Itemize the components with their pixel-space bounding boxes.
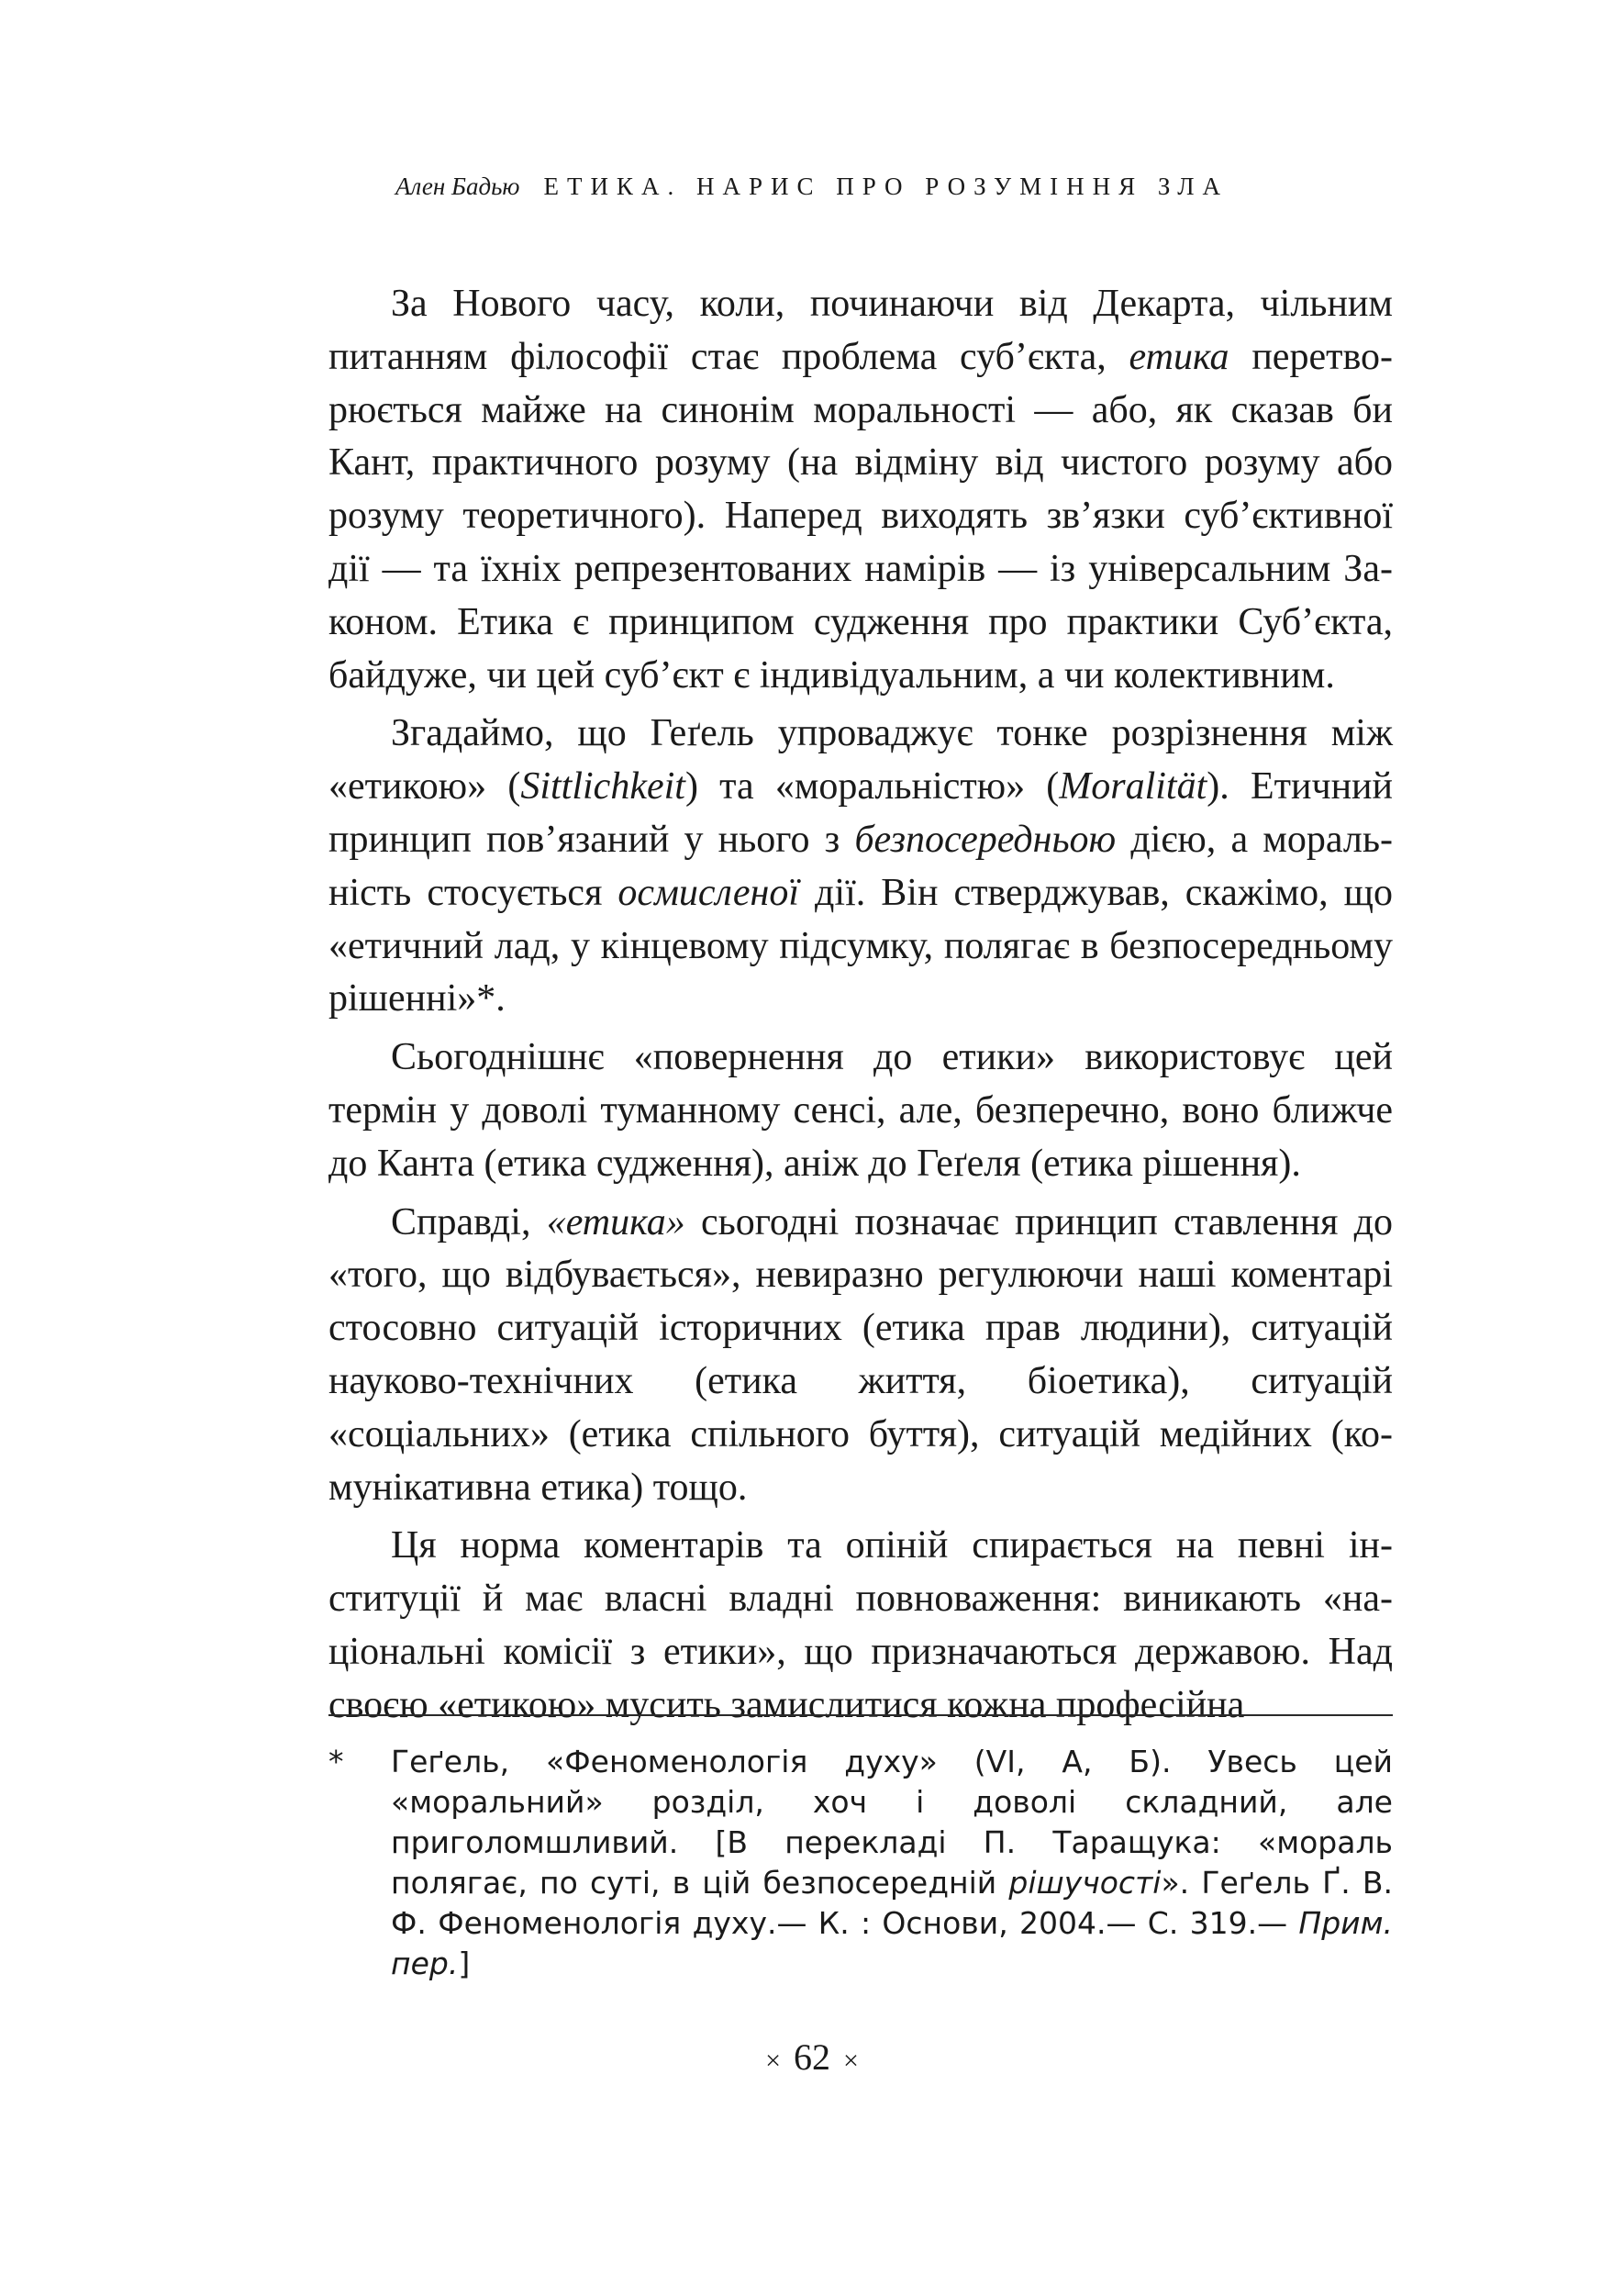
running-head-title: ЕТИКА. НАРИС ПРО РОЗУМІННЯ ЗЛА bbox=[543, 173, 1229, 200]
text-run: ). Етичний принцип пов’язаний у нього з bbox=[328, 765, 1394, 861]
footnote-text bbox=[391, 1742, 1393, 1984]
text-run: ] bbox=[458, 1946, 471, 1981]
italic-term: осмисленої bbox=[617, 871, 800, 914]
text-run: Геґель, «Феноменологія духу» (VI, А, Б). Увесь цей «моральний» розділ, хоч і доволі складний, але приголомшливий. [В перекладі П. Таращука: «мораль полягає, по суті, в цій безпосередній bbox=[391, 1744, 1393, 1901]
text-run: ». Геґель Ґ. В. Ф. Феноменологія духу.— К. : Основи, 2004.— С. 319.— bbox=[391, 1865, 1393, 1941]
running-head bbox=[0, 173, 1624, 201]
italic-term: Moralität bbox=[1059, 765, 1207, 809]
paragraph-4 bbox=[328, 1197, 1393, 1515]
text-run: ) та «моральністю» ( bbox=[684, 765, 1060, 809]
italic-term: Прим. пер. bbox=[391, 1905, 1393, 1981]
italic-term: рішучості bbox=[1008, 1865, 1162, 1901]
italic-term: Sittlichkeit bbox=[520, 765, 685, 809]
text-run: За Нового часу, коли, починаючи від Декарта, чільним питанням філософії стає проблема суб’єкта, bbox=[328, 283, 1393, 378]
text-run: Згадаймо, що Геґель упроваджує тонке розрізнення між «етикою» ( bbox=[328, 712, 1393, 809]
main-text bbox=[328, 278, 1393, 1733]
text-run: дії. Він стверджував, скажімо, що «етичний лад, у кінцевому підсумку, полягає в безпосередньому рішенні»*. bbox=[328, 871, 1393, 1020]
page-number-value: 62 bbox=[794, 2036, 830, 2078]
italic-term: «етика» bbox=[546, 1200, 685, 1243]
text-run: Справді, bbox=[391, 1200, 547, 1243]
folio-ornament-right: × bbox=[843, 2046, 859, 2076]
footnote-divider bbox=[328, 1714, 1393, 1716]
italic-term: безпосередньою bbox=[854, 818, 1117, 861]
paragraph-1 bbox=[328, 278, 1393, 702]
footnote-marker: * bbox=[328, 1744, 344, 1779]
text-run: сьогодні позначає принцип ставлення до «того, що відбувається», невиразно регулюючи наші коментарі стосовно ситуацій історичних (етика прав людини), ситуацій науково-технічних (етика життя, біоетика), ситуацій «соціальних» (етика спільного буття), ситуацій медійних (комунікативна етика) тощо. bbox=[328, 1200, 1393, 1509]
running-head-author: Ален Бадью bbox=[395, 173, 520, 200]
text-run: перетворюється майже на синонім моральності — або, як сказав би Кант, практичного розуму (на відміну від чистого розуму або розуму теоретичного). Наперед виходять зв’язки суб’єктивної дії — та їхніх репрезентованих намірів — із універсальним Законом. Етика є принципом судження про практики Суб’єкта, байдуже, чи цей суб’єкт є індивідуальним, а чи колективним. bbox=[328, 335, 1393, 697]
paragraph-2 bbox=[328, 708, 1393, 1026]
page-number bbox=[0, 2035, 1624, 2079]
paragraph-5: Ця норма коментарів та опіній спирається на певні інституції й має власні владні повноваження: виникають «національні комісії з етики», що призначаються державою. Над своєю «етикою» мусить замислитися кожна професійна bbox=[328, 1524, 1393, 1726]
paragraph-3: Сьогоднішнє «повернення до етики» використовує цей термін у доволі туманному сенсі, але, безперечно, воно ближче до Канта (етика судження), аніж до Геґеля (етика рішення). bbox=[328, 1036, 1393, 1185]
text-run: дією, а моральність стосується bbox=[328, 818, 1393, 914]
footnote bbox=[328, 1742, 1393, 1984]
folio-ornament-left: × bbox=[765, 2046, 781, 2076]
italic-term: етика bbox=[1129, 335, 1229, 378]
